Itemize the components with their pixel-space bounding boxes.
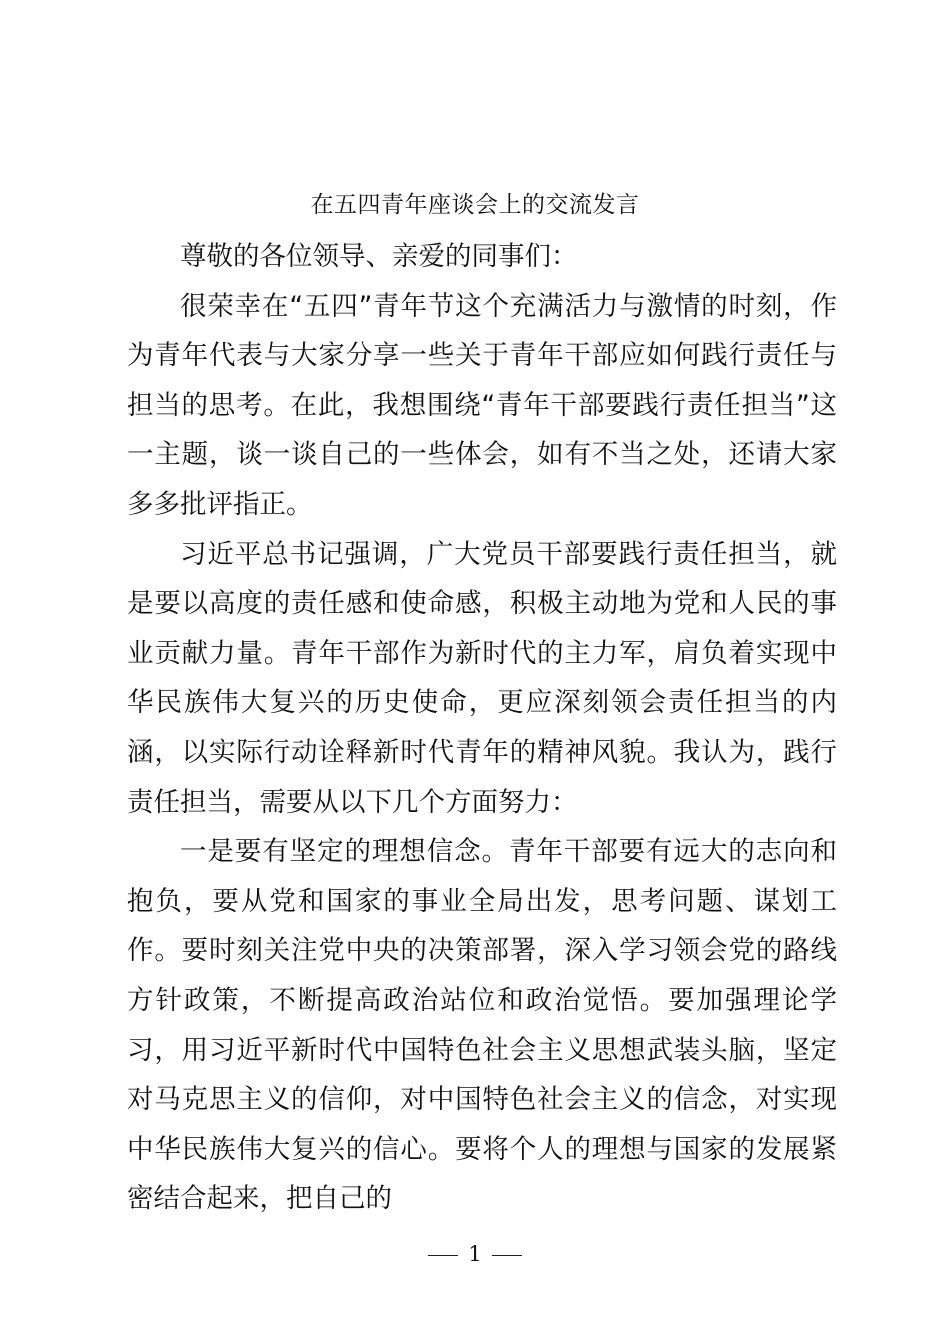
- body-paragraph: 习近平总书记强调，广大党员干部要践行责任担当，就是要以高度的责任感和使命感，积极主动地为党和人民的事业贡献力量。青年干部作为新时代的主力军，肩负着实现中华民族伟大复兴的历史使命，更应深刻领会责任担当的内涵，以实际行动诠释新时代青年的精神风貌。我认为，践行责任担当，需要从以下几个方面努力：: [127, 538, 837, 818]
- page-footer: [0, 1236, 950, 1272]
- footer-dash-right: [492, 1255, 522, 1256]
- document-title: 在五四青年座谈会上的交流发言: [310, 192, 640, 218]
- salutation-paragraph: 尊敬的各位领导、亲爱的同事们：: [180, 241, 578, 272]
- footer-dash-left: [428, 1255, 458, 1256]
- body-paragraph: 很荣幸在“五四”青年节这个充满活力与激情的时刻，作为青年代表与大家分享一些关于青年干部应如何践行责任与担当的思考。在此，我想围绕“青年干部要践行责任担当”这一主题，谈一谈自己的一些体会，如有不当之处，还请大家多多批评指正。: [127, 290, 837, 520]
- document-body: [127, 232, 837, 1224]
- body-paragraph: 一是要有坚定的理想信念。青年干部要有远大的志向和抱负，要从党和国家的事业全局出发，思考问题、谋划工作。要时刻关注党中央的决策部署，深入学习领会党的路线方针政策，不断提高政治站位和政治觉悟。要加强理论学习，用习近平新时代中国特色社会主义思想武装头脑，坚定对马克思主义的信仰，对中国特色社会主义的信念，对实现中华民族伟大复兴的信心。要将个人的理想与国家的发展紧密结合起来，把自己的: [127, 836, 837, 1215]
- page-number: 1: [468, 1242, 482, 1266]
